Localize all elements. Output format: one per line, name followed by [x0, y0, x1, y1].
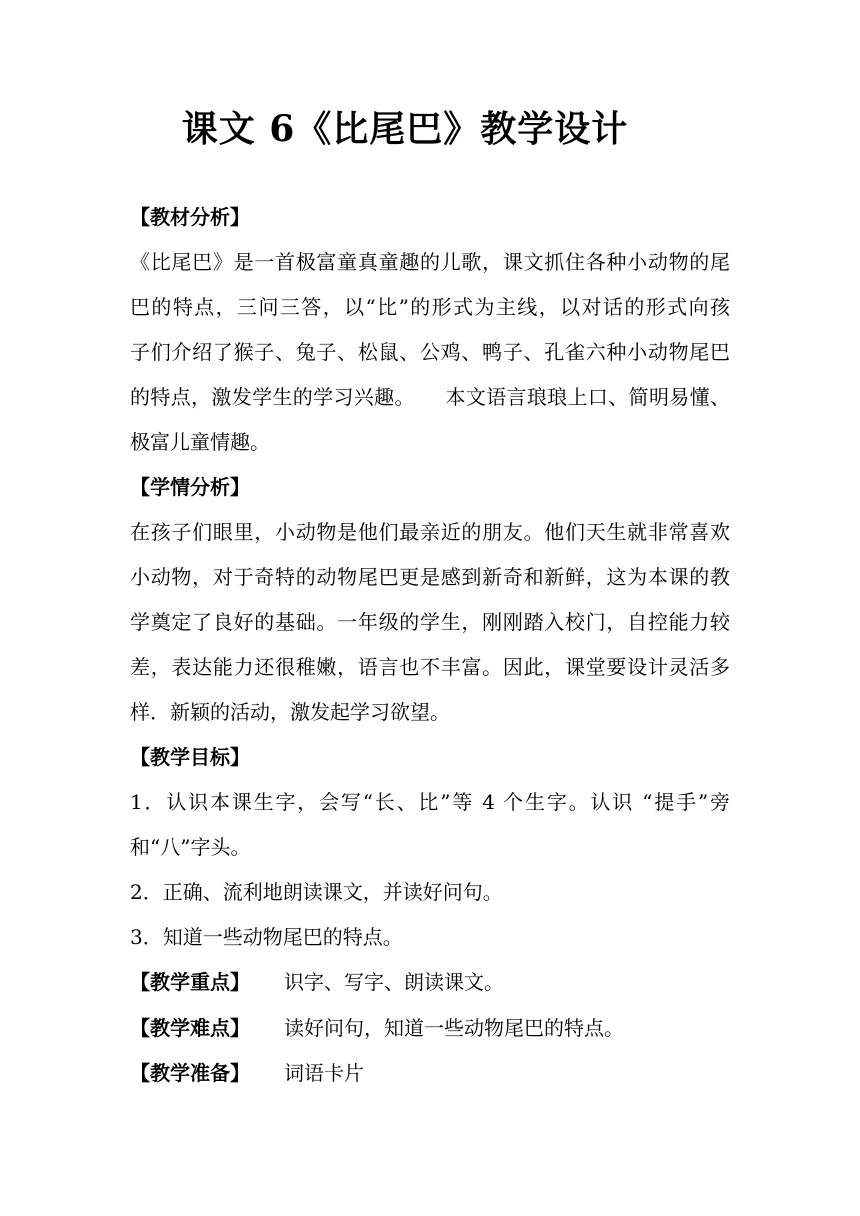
section-heading-teaching-goals: 【教学目标】 [130, 745, 250, 769]
paragraph-line: 极富儿童情趣。 [130, 430, 270, 454]
goal-line: 2．正确、流利地朗读课文，并读好问句。 [130, 880, 503, 904]
section-heading-material-analysis: 【教材分析】 [130, 205, 250, 229]
goal-line: 1．认识本课生字，会写“长、比”等 4 个生字。认识 “提手”旁 [130, 790, 730, 814]
preparation-value: 词语卡片 [284, 1061, 364, 1085]
goal-line: 3．知道一些动物尾巴的特点。 [130, 925, 403, 949]
paragraph-line: 差，表达能力还很稚嫩，语言也不丰富。因此，课堂要设计灵活多 [130, 655, 730, 679]
paragraph-line: 小动物，对于奇特的动物尾巴更是感到新奇和新鲜，这为本课的教 [130, 565, 730, 589]
preparation-row [130, 1058, 730, 1088]
paragraph-line: 子们介绍了猴子、兔子、松鼠、公鸡、鸭子、孔雀六种小动物尾巴 [130, 340, 730, 364]
paragraph-line: 《比尾巴》是一首极富童真童趣的儿歌，课文抓住各种小动物的尾 [130, 250, 730, 274]
key-points-value: 识字、写字、朗读课文。 [284, 970, 504, 994]
section-heading-preparation: 【教学准备】 [130, 1061, 250, 1085]
key-points-row [130, 967, 730, 997]
paragraph-line: 的特点，激发学生的学习兴趣。 本文语言琅琅上口、简明易懂、 [130, 385, 730, 409]
section-heading-student-analysis: 【学情分析】 [130, 475, 250, 499]
difficulties-value: 读好问句，知道一些动物尾巴的特点。 [284, 1016, 624, 1040]
section-heading-key-points: 【教学重点】 [130, 970, 250, 994]
paragraph-line: 学奠定了良好的基础。一年级的学生，刚刚踏入校门，自控能力较 [130, 610, 730, 634]
section-heading-difficulties: 【教学难点】 [130, 1016, 250, 1040]
document-title: 课文 6《比尾巴》教学设计 [181, 108, 629, 150]
goal-line: 和“八”字头。 [130, 835, 251, 859]
paragraph-line: 在孩子们眼里，小动物是他们最亲近的朋友。他们天生就非常喜欢 [130, 520, 730, 544]
paragraph-line: 样．新颖的活动，激发起学习欲望。 [130, 700, 450, 724]
difficulties-row [130, 1013, 730, 1043]
paragraph-line: 巴的特点，三问三答，以“比”的形式为主线，以对话的形式向孩 [130, 295, 730, 319]
